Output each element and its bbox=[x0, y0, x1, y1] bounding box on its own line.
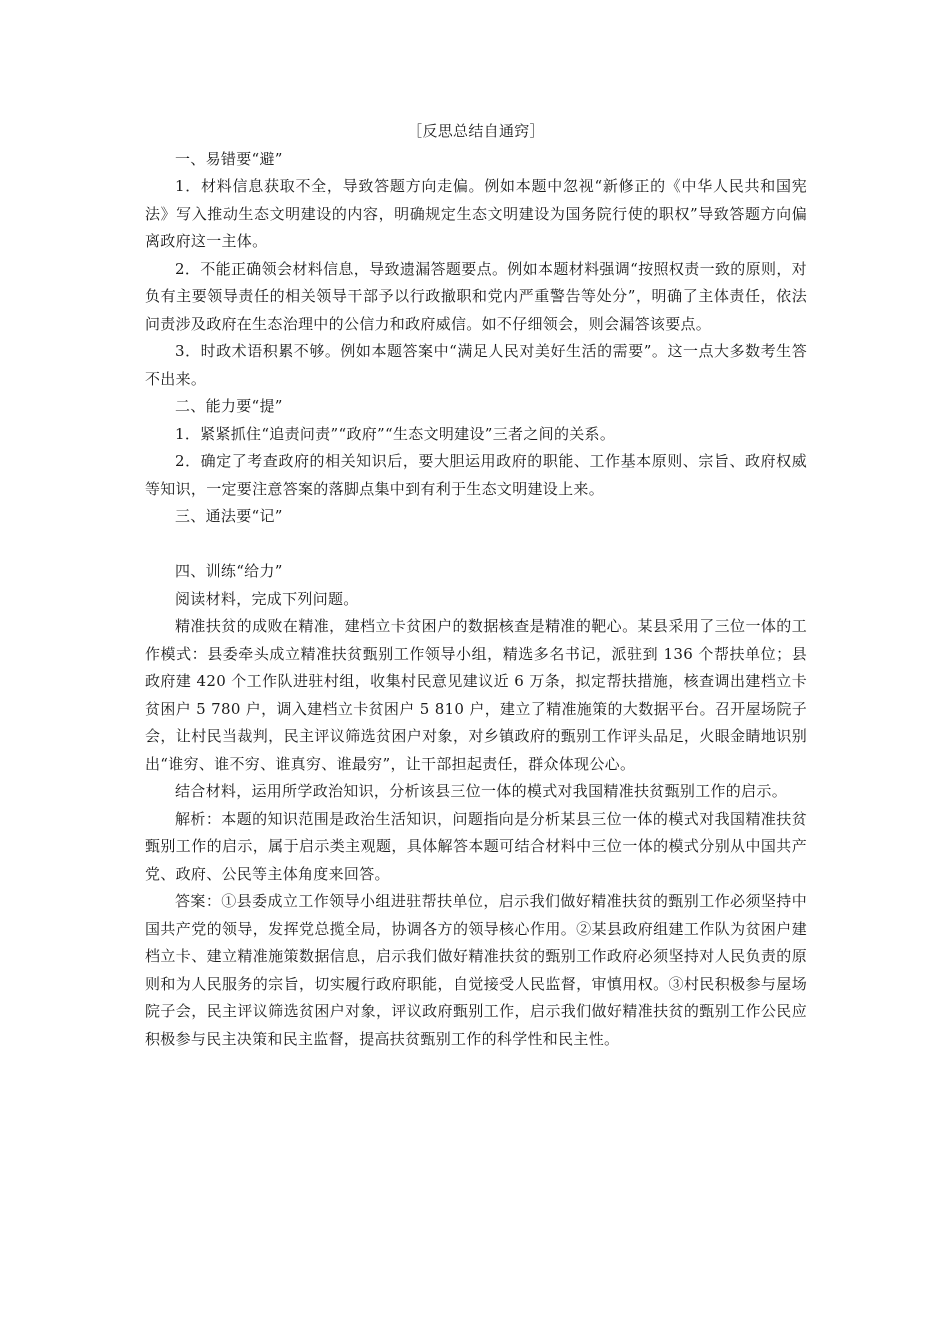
blank-line bbox=[145, 531, 807, 559]
paragraph-question: 结合材料，运用所学政治知识，分析该县三位一体的模式对我国精准扶贫甄别工作的启示。 bbox=[175, 782, 788, 800]
paragraph-instruction: 阅读材料，完成下列问题。 bbox=[175, 589, 359, 608]
paragraph-ability-1: 1．紧紧抓住“追责问责”“政府”“生态文明建设”三者之间的关系。 bbox=[175, 424, 616, 443]
paragraph-material: 精准扶贫的成败在精准，建档立卡贫困户的数据核查是精准的靶心。某县采用了三位一体的工作模式：县委牵头成立精准扶贫甄别工作领导小组，精选多名书记，派驻到 136 个帮扶单位；县政府建 420 个工作队进驻村组，收集村民意见建议近 6 万条，拟定帮扶措施，核查调出建档立卡贫困户 5 780 户，调入建档立卡贫困户 5 810 户，建立了精准施策的大数据平台。召开屋场院子会，让村民当裁判，民主评议筛选贫困户对象，对乡镇政府的甄别工作评头品足，火眼金睛地识别出“谁穷、谁不穷、谁真穷、谁最穷”，让干部担起责任，群众体现公心。 bbox=[145, 617, 807, 773]
section-title: ［反思总结自通窍］ bbox=[407, 122, 545, 140]
paragraph-error-2: 2．不能正确领会材料信息，导致遗漏答题要点。例如本题材料强调“按照权责一致的原则，对负有主要领导责任的相关领导干部予以行政撤职和党内严重警告等处分”，明确了主体责任，依法问责涉及政府在生态治理中的公信力和政府威信。如不仔细领会，则会漏答该要点。 bbox=[145, 259, 807, 333]
paragraph-ability-2: 2．确定了考查政府的相关知识后，要大胆运用政府的职能、工作基本原则、宗旨、政府权威等知识，一定要注意答案的落脚点集中到有利于生态文明建设上来。 bbox=[145, 452, 807, 498]
paragraph-error-3: 3．时政术语积累不够。例如本题答案中“满足人民对美好生活的需要”。这一点大多数考生答不出来。 bbox=[145, 342, 807, 388]
heading-methods: 三、通法要“记” bbox=[175, 507, 283, 525]
heading-training: 四、训练“给力” bbox=[175, 562, 283, 580]
heading-errors: 一、易错要“避” bbox=[175, 149, 283, 168]
document-body bbox=[145, 118, 807, 1053]
heading-ability: 二、能力要“提” bbox=[175, 397, 283, 415]
paragraph-analysis: 解析：本题的知识范围是政治生活知识，问题指向是分析某县三位一体的模式对我国精准扶贫甄别工作的启示，属于启示类主观题，具体解答本题可结合材料中三位一体的模式分别从中国共产党、政府、公民等主体角度来回答。 bbox=[145, 809, 807, 883]
paragraph-error-1: 1．材料信息获取不全，导致答题方向走偏。例如本题中忽视“新修正的《中华人民共和国宪法》写入推动生态文明建设的内容，明确规定生态文明建设为国务院行使的职权”导致答题方向偏离政府这一主体。 bbox=[145, 177, 807, 250]
paragraph-answer: 答案：①县委成立工作领导小组进驻帮扶单位，启示我们做好精准扶贫的甄别工作必须坚持中国共产党的领导，发挥党总揽全局，协调各方的领导核心作用。②某县政府组建工作队为贫困户建档立卡、建立精准施策数据信息，启示我们做好精准扶贫的甄别工作政府必须坚持对人民负责的原则和为人民服务的宗旨，切实履行政府职能，自觉接受人民监督，审慎用权。③村民积极参与屋场院子会，民主评议筛选贫困户对象，评议政府甄别工作，启示我们做好精准扶贫的甄别工作公民应积极参与民主决策和民主监督，提高扶贫甄别工作的科学性和民主性。 bbox=[145, 892, 807, 1048]
